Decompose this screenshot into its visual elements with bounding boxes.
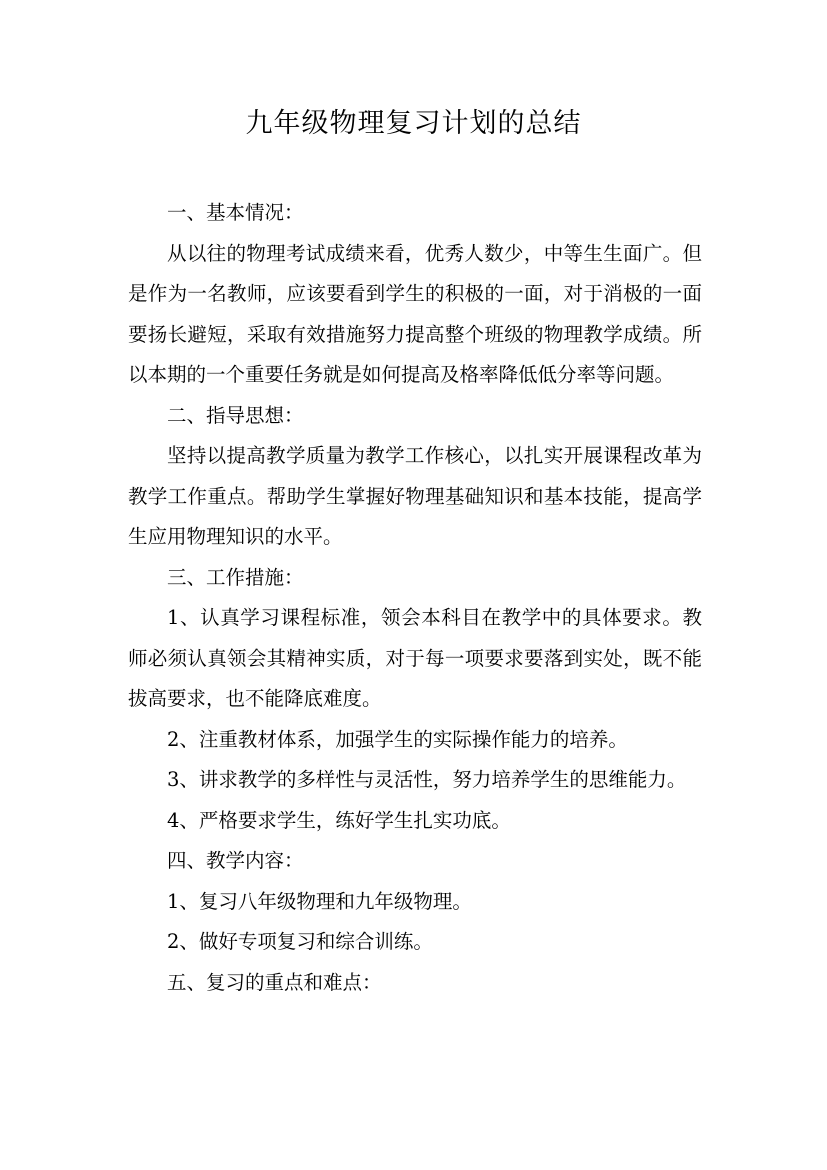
document-body: [128, 193, 702, 1003]
list-item-content-1: 1、复习八年级物理和九年级物理。: [167, 889, 472, 913]
section-heading-basic-situation: 一、基本情况：: [167, 201, 304, 224]
list-item-measure-4: 4、严格要求学生，练好学生扎实功底。: [167, 808, 511, 832]
list-item-measure-3: 3、讲求教学的多样性与灵活性，努力培养学生的思维能力。: [167, 768, 687, 791]
paragraph-basic-situation: 从以往的物理考试成绩来看，优秀人数少，中等生生面广。但是作为一名教师，应该要看到学生的积极的一面，对于消极的一面要扬长避短，采取有效措施努力提高整个班级的物理教学成绩。所以本期的一个重要任务就是如何提高及格率降低低分率等问题。: [128, 241, 702, 386]
document-title: 九年级物理复习计划的总结: [245, 108, 582, 139]
list-item-measure-1: 1、认真学习课程标准，领会本科目在教学中的具体要求。教师必须认真领会其精神实质，对于每一项要求要落到实处，既不能拔高要求，也不能降底难度。: [128, 606, 702, 710]
paragraph-guiding-ideology: 坚持以提高教学质量为教学工作核心，以扎实开展课程改革为教学工作重点。帮助学生掌握好物理基础知识和基本技能，提高学生应用物理知识的水平。: [128, 444, 702, 548]
list-item-measure-2: 2、注重教材体系，加强学生的实际操作能力的培养。: [167, 727, 628, 751]
section-heading-teaching-content: 四、教学内容：: [167, 849, 304, 872]
section-heading-key-points: 五、复习的重点和难点：: [167, 970, 382, 994]
section-heading-guiding-ideology: 二、指导思想：: [167, 403, 304, 427]
section-heading-work-measures: 三、工作措施：: [167, 565, 304, 589]
list-item-content-2: 2、做好专项复习和综合训练。: [167, 930, 433, 953]
